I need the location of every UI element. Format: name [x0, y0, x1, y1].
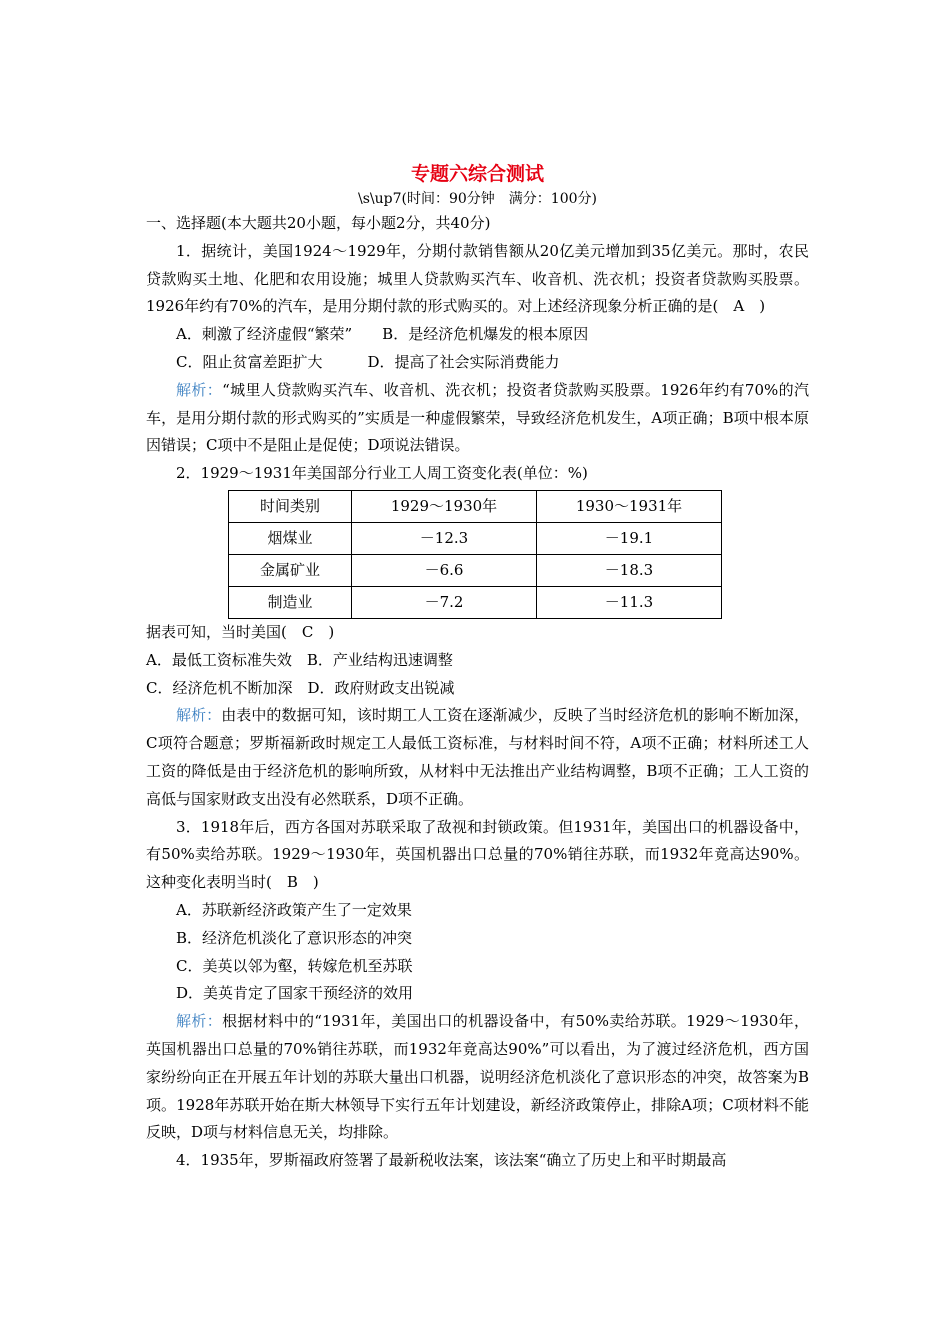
- table-row: [229, 586, 722, 618]
- question-3-option-d: D．美英肯定了国家干预经济的效用: [176, 984, 414, 1003]
- analysis-label: 解析：: [176, 380, 223, 399]
- table-header-cell: 时间类别: [229, 490, 352, 522]
- question-3-stem: 3．1918年后，西方各国对苏联采取了敌视和封锁政策。但1931年，美国出口的机器设备中，有50%卖给苏联。1929～1930年，英国机器出口总量的70%销往苏联，而1932年竟高达90%。这种变化表明当时( B ): [146, 817, 809, 892]
- table-cell: 金属矿业: [229, 554, 352, 586]
- question-1-stem: 1．据统计，美国1924～1929年，分期付款销售额从20亿美元增加到35亿美元。那时，农民贷款购买土地、化肥和农用设施；城里人贷款购买汽车、收音机、洗衣机；投资者贷款购买股票。1926年约有70%的汽车，是用分期付款的形式购买的。对上述经济现象分析正确的是( A ): [146, 241, 809, 316]
- question-2-analysis-text: 由表中的数据可知，该时期工人工资在逐渐减少，反映了当时经济危机的影响不断加深，C项符合题意；罗斯福新政时规定工人最低工资标准，与材料时间不符，A项不正确；材料所述工人工资的降低是由于经济危机的影响所致，从材料中无法推出产业结构调整，B项不正确；工人工资的高低与国家财政支出没有必然联系，D项不正确。: [146, 706, 809, 808]
- table-row: [229, 554, 722, 586]
- table-cell: 制造业: [229, 586, 352, 618]
- question-4-stem: 4．1935年，罗斯福政府签署了最新税收法案，该法案“确立了历史上和平时期最高: [176, 1151, 727, 1170]
- wage-change-table: [228, 490, 722, 619]
- table-cell: －12.3: [352, 522, 537, 554]
- section-heading: 一、选择题(本大题共20小题，每小题2分，共40分): [146, 214, 491, 232]
- question-3-analysis: [146, 1008, 809, 1147]
- question-2-stem-after-table: 据表可知，当时美国( C ): [146, 622, 335, 641]
- question-3-option-c: C．美英以邻为壑，转嫁危机至苏联: [176, 956, 413, 975]
- question-2-analysis: [146, 702, 809, 813]
- table-cell: －6.6: [352, 554, 537, 586]
- table-cell: －11.3: [537, 586, 722, 618]
- table-header-cell: 1930～1931年: [537, 490, 722, 522]
- question-2-options-ab: A．最低工资标准失效 B．产业结构迅速调整: [146, 650, 453, 669]
- table-header-row: [229, 490, 722, 522]
- question-2-stem: 2．1929～1931年美国部分行业工人周工资变化表(单位：%): [176, 464, 588, 483]
- question-1-options-cd: C．阻止贫富差距扩大 D．提高了社会实际消费能力: [176, 352, 560, 371]
- table-row: [229, 522, 722, 554]
- exam-time-score: \s\up7(时间：90分钟 满分：100分): [358, 191, 597, 207]
- document-page: [146, 160, 809, 1175]
- table-cell: 烟煤业: [229, 522, 352, 554]
- question-1-options-ab: A．刺激了经济虚假“繁荣” B．是经济危机爆发的根本原因: [176, 325, 589, 344]
- table-header-cell: 1929～1930年: [352, 490, 537, 522]
- question-2-options-cd: C．经济危机不断加深 D．政府财政支出锐减: [146, 678, 455, 697]
- question-3-option-a: A．苏联新经济政策产生了一定效果: [176, 900, 412, 919]
- question-1-analysis: [146, 377, 809, 460]
- analysis-label: 解析：: [176, 1012, 223, 1031]
- table-cell: －18.3: [537, 554, 722, 586]
- question-3-analysis-text: 根据材料中的“1931年，美国出口的机器设备中，有50%卖给苏联。1929～1930年，英国机器出口总量的70%销往苏联，而1932年竟高达90%”可以看出，为了渡过经济危机，西方国家纷纷向正在开展五年计划的苏联大量出口机器，说明经济危机淡化了意识形态的冲突，故答案为B项。1928年苏联开始在斯大林领导下实行五年计划建设，新经济政策停止，排除A项；C项材料不能反映，D项与材料信息无关，均排除。: [146, 1012, 809, 1142]
- question-3-option-b: B．经济危机淡化了意识形态的冲突: [176, 928, 413, 947]
- table-cell: －19.1: [537, 522, 722, 554]
- table-cell: －7.2: [352, 586, 537, 618]
- analysis-label: 解析：: [176, 706, 222, 725]
- page-title: 专题六综合测试: [410, 163, 544, 185]
- question-1-analysis-text: “城里人贷款购买汽车、收音机、洗衣机；投资者贷款购买股票。1926年约有70%的汽车，是用分期付款的形式购买的”实质是一种虚假繁荣，导致经济危机发生，A项正确；B项中根本原因错误；C项中不是阻止是促使；D项说法错误。: [146, 380, 809, 455]
